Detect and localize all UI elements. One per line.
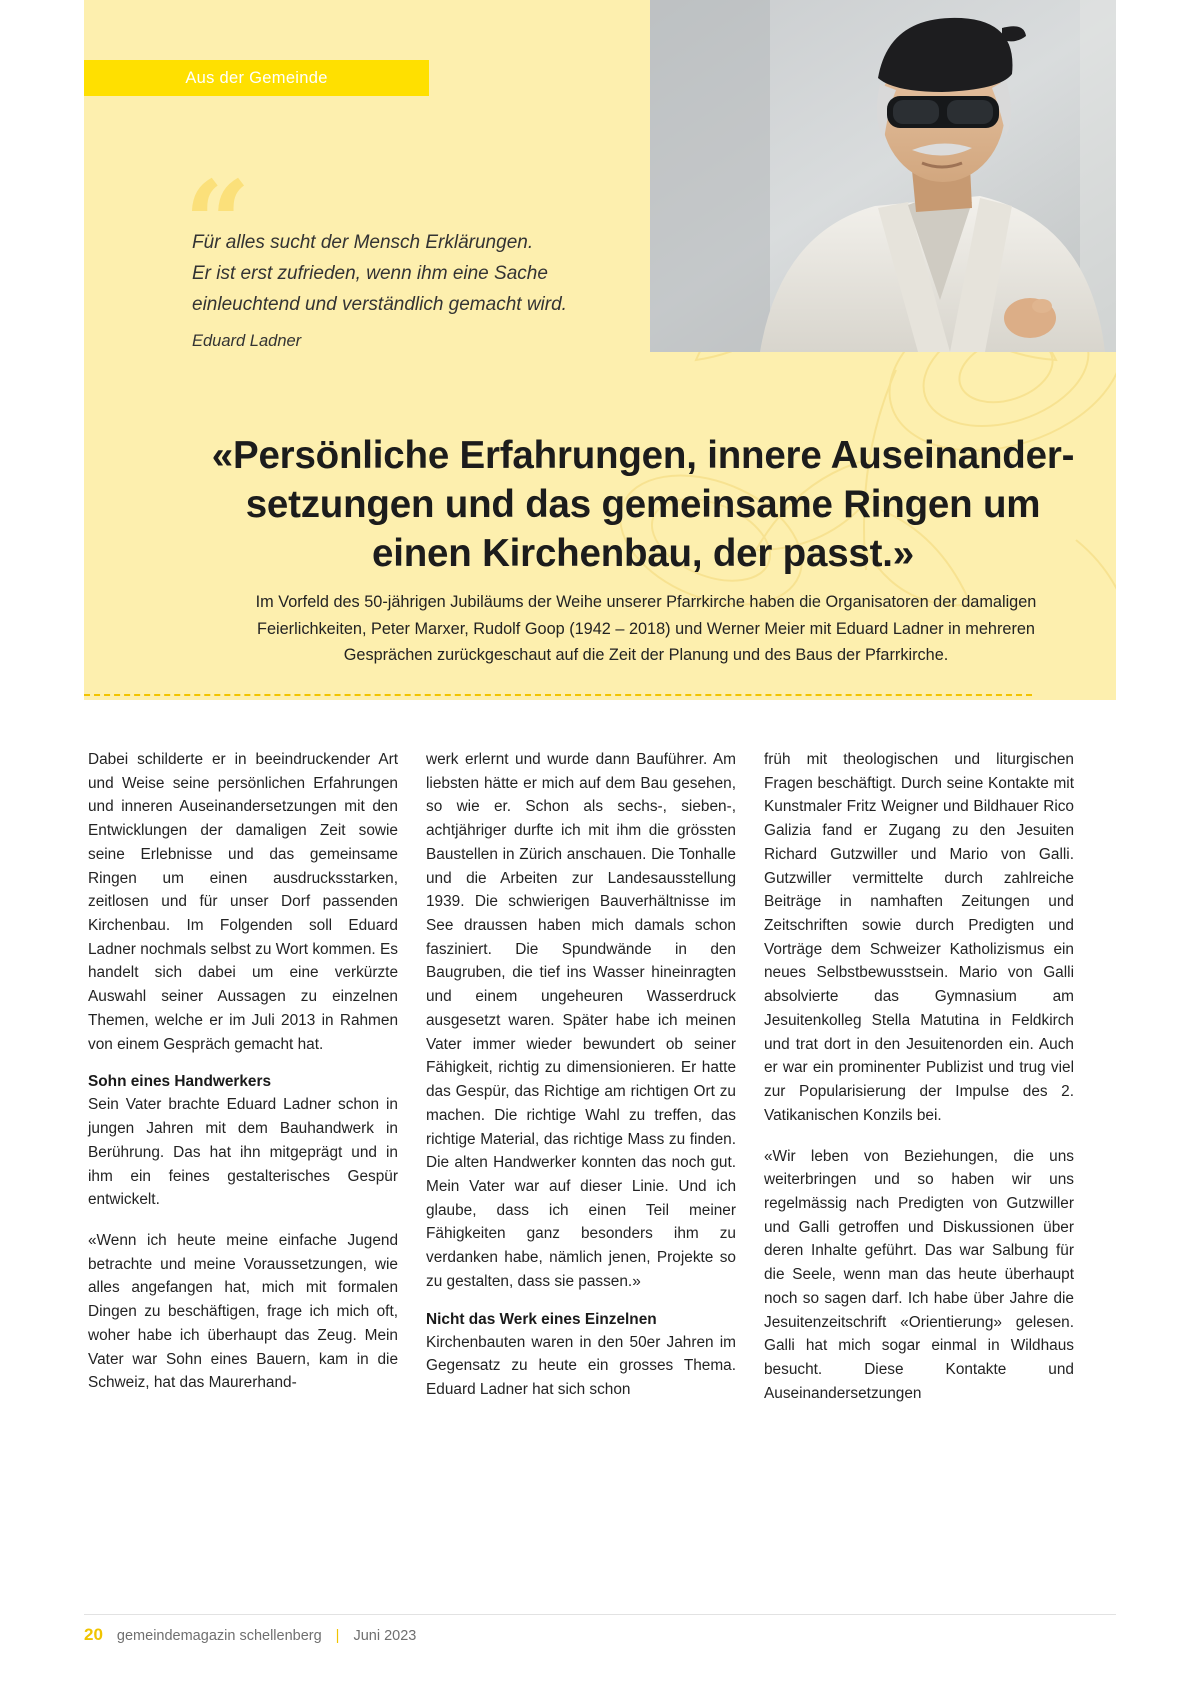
pull-quote — [184, 156, 654, 351]
paragraph: Dabei schilderte er in beeindruckender Art und Weise seine persönlichen Erfahrungen und inneren Auseinandersetzungen mit den Entwicklungen der damaligen Zeit sowie seine Erlebnisse und das gemeinsame Ringen um einen ausdrucksstarken, zeitlosen und für unser Dorf passenden Kirchenbau. Im Folgenden soll Eduard Ladner nochmals selbst zu Wort kommen. Es handelt sich dabei um eine verkürzte Auswahl seiner Aussagen zu einzelnen Themen, welche er im Juli 2013 in Rahmen von einem Gespräch gemacht hat. — [88, 751, 398, 1053]
quote-line-3: einleuchtend und verständlich gemacht wird. — [192, 293, 567, 315]
column-2 — [426, 748, 736, 1422]
paragraph: «Wir leben von Beziehungen, die uns weiterbringen und so haben wir uns regelmässig nach Predigten von Gutzwiller und Galli getroffen und Diskussionen über deren Inhalte geführt. Das war Salbung für die Seele, wenn man das heute überhaupt noch so sagen darf. Ich habe über Jahre die Jesuitenzeitschrift «Orientierung» gelesen. Galli hat mich sogar einmal in Wildhaus besucht. Diese Kontakte und Auseinandersetzungen — [764, 1147, 1074, 1402]
category-tab-label: Aus der Gemeinde — [185, 68, 328, 87]
paragraph: werk erlernt und wurde dann Bauführer. Am liebsten hätte er mich auf dem Bau gesehen, so wie er. Schon als sechs-, sieben-, achtjähriger durfte ich mit ihm die grössten Baustellen in Zürich anschauen. Die Tonhalle und die Arbeiten zur Landesausstellung 1939. Die schwierigen Bauverhältnisse im See draussen haben mich damals schon fasziniert. Die Spundwände in den Baugruben, die tief ins Wasser hineinragten und einem ungeheuren Wasserdruck ausgesetzt waren. Später habe ich meinen Vater immer wieder bewundert ob seiner Fähigkeit, richtig zu dimensionieren. Er hatte das Gespür, das Richtige am richtigen Ort zu machen. Die richtige Wahl zu treffen, das richtige Material, das richtige Mass zu finden. Die alten Handwerker konnten das noch gut. Mein Vater war auf dieser Linie. Und ich glaube, dass ich einen Teil meiner Fähigkeiten ganz besonders ihm zu verdanken habe, nämlich jenen, Projekte so zu gestalten, dass sie passen.» — [426, 751, 736, 1290]
subheading-sohn-eines-handwerkers: Sohn eines Handwerkers — [88, 1073, 272, 1091]
quote-mark-icon: “ — [184, 156, 245, 292]
quote-text — [184, 170, 654, 320]
headline-line-3: einen Kirchenbau, der passt.» — [372, 532, 914, 576]
paragraph: «Wenn ich heute meine einfache Jugend betrachte und meine Voraussetzungen, wie alles angefangen hat, mich mit formalen Dingen zu beschäftigen, frage ich mich oft, woher habe ich überhaupt das Zeug. Mein Vater war Sohn eines Bauern, kam in die Schweiz, hat das Maurerhand- — [88, 1231, 398, 1392]
footer-issue: Juni 2023 — [353, 1628, 417, 1644]
quote-author: Eduard Ladner — [192, 332, 302, 351]
column-1 — [88, 748, 398, 1422]
page-number: 20 — [84, 1625, 103, 1644]
dashed-divider — [84, 694, 1032, 696]
page-footer — [84, 1614, 1116, 1645]
headline-line-1: «Persönliche Erfahrungen, innere Auseinander- — [211, 433, 1075, 477]
article-photo — [650, 0, 1116, 352]
hero-banner — [84, 0, 1116, 700]
footer-publication: gemeindemagazin schellenberg — [116, 1628, 322, 1644]
paragraph: früh mit theologischen und liturgischen Fragen beschäftigt. Durch seine Kontakte mit Kunstmaler Fritz Weigner und Bildhauer Rico Galizia fand er Zugang zu den Jesuiten Richard Gutzwiller und Mario von Galli. Gutzwiller vermittelte durch zahlreiche Beiträge in namhaften Zeitungen und Zeitschriften sowie durch Predigten und Vorträge dem Schweizer Katholizismus ein neues Selbstbewusstsein. Mario von Galli absolvierte das Gymnasium am Jesuitenkolleg Stella Matutina in Feldkirch und trat dort in den Jesuitenorden ein. Auch er war ein prominenter Publizist und trug viel zur Popularisierung der Impulse des 2. Vatikanischen Konzils bei. — [764, 751, 1074, 1124]
paragraph: Sein Vater brachte Eduard Ladner schon in jungen Jahren mit dem Bauhandwerk in Berührung. Das hat ihn mitgeprägt und in ihm ein feines gestalterisches Gespür entwickelt. — [88, 1096, 398, 1209]
footer-separator: | — [335, 1628, 340, 1644]
subheading-nicht-das-werk-eines-einzelnen: Nicht das Werk eines Einzelnen — [426, 1310, 657, 1328]
lead-paragraph: Im Vorfeld des 50-jährigen Jubiläums der Weihe unserer Pfarrkirche haben die Organisatoren der damaligen Feierlichkeiten, Peter Marxer, Rudolf Goop (1942 – 2018) und Werner Meier mit Eduard Ladner in mehreren Gesprächen zurückgeschaut auf die Zeit der Planung und des Baus der Pfarrkirche. — [255, 593, 1037, 665]
page-title — [168, 431, 1116, 579]
article-body — [88, 748, 1120, 1422]
quote-line-2: Er ist erst zufrieden, wenn ihm eine Sache — [192, 262, 548, 284]
category-tab — [84, 60, 429, 96]
quote-line-1: Für alles sucht der Mensch Erklärungen. — [192, 232, 534, 253]
column-3 — [764, 748, 1074, 1422]
paragraph: Kirchenbauten waren in den 50er Jahren im Gegensatz zu heute ein grosses Thema. Eduard Ladner hat sich schon — [426, 1333, 736, 1398]
headline-line-2: setzungen und das gemeinsame Ringen um — [245, 483, 1041, 527]
